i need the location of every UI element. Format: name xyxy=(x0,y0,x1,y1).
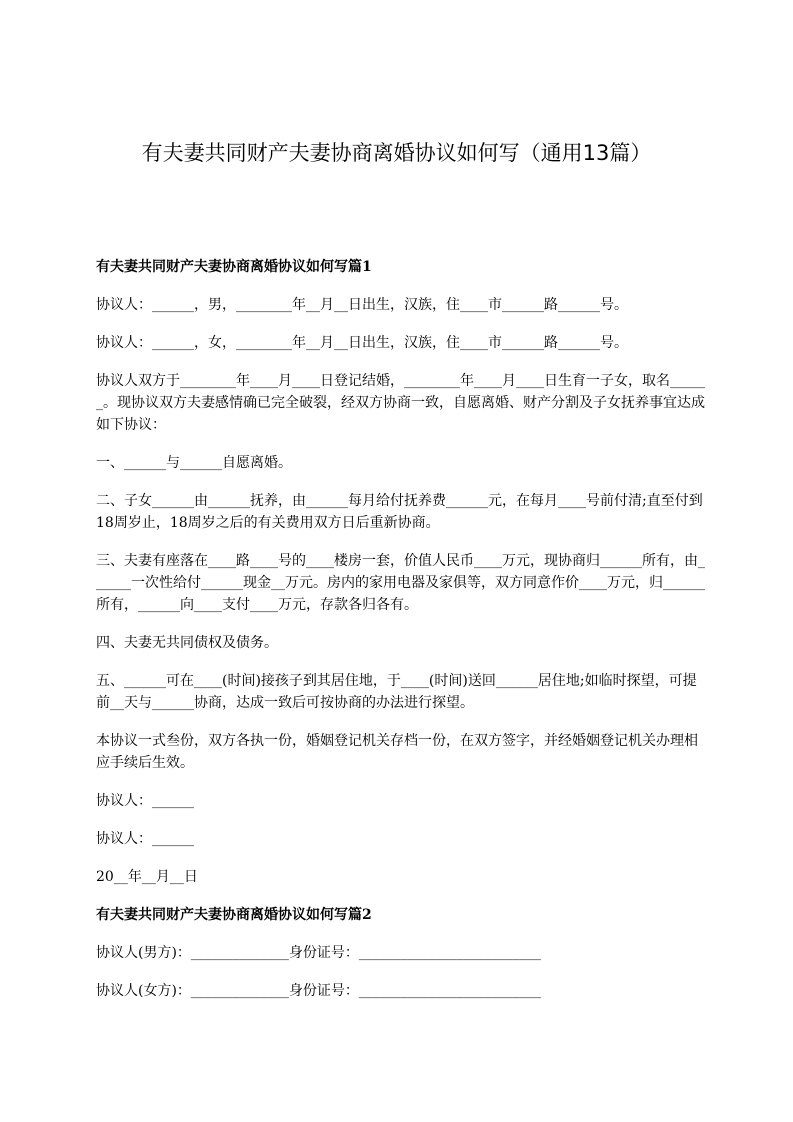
party-female-line: 协议人：______，女，________年__月__日出生，汉族，住____市______路______号。 xyxy=(96,335,628,351)
clause-2: 二、子女______由______抚养，由______每月给付抚养费______元，在每月____号前付清;直至付到18周岁止，18周岁之后的有关费用双方日后重新协商。 xyxy=(96,493,703,531)
clause-5: 五、______可在____(时间)接孩子到其居住地，于____(时间)送回______居住地;如临时探望，可提前__天与______协商，达成一致后可按协商的办法进行探望。 xyxy=(96,673,697,711)
clause-4: 四、夫妻无共同债权及债务。 xyxy=(96,635,278,651)
document-body xyxy=(96,256,708,1018)
date-line: 20__年__月__日 xyxy=(96,869,198,885)
effect-paragraph: 本协议一式叁份，双方各执一份，婚姻登记机关存档一份，在双方签字，并经婚姻登记机关办理相应手续后生效。 xyxy=(96,733,698,771)
party-female-id-line: 协议人(女方)：______________身份证号：__________________________ xyxy=(96,983,541,999)
clause-1: 一、______与______自愿离婚。 xyxy=(96,455,292,471)
section-1-heading: 有夫妻共同财产夫妻协商离婚协议如何写篇1 xyxy=(96,259,372,275)
marriage-info-paragraph: 协议人双方于________年____月____日登记结婚，________年____月____日生育一子女，取名______。现协议双方夫妻感情确已完全破裂，经双方协商一致，自愿离婚、财产分割及子女抚养事宜达成如下协议： xyxy=(96,373,705,433)
section-2-heading: 有夫妻共同财产夫妻协商离婚协议如何写篇2 xyxy=(96,907,372,923)
signature-line-1: 协议人：______ xyxy=(96,793,194,809)
signature-line-2: 协议人：______ xyxy=(96,831,194,847)
document-title: 有夫妻共同财产夫妻协商离婚协议如何写（通用13篇） xyxy=(141,141,652,165)
party-male-id-line: 协议人(男方)：______________身份证号：__________________________ xyxy=(96,945,541,961)
clause-3: 三、夫妻有座落在____路____号的____楼房一套，价值人民币____万元，现协商归______所有，由______一次性给付______现金__万元。房内的家用电器及家俱等，双方同意作价____万元，归______所有，______向____支付____万元，存款各归各有。 xyxy=(96,553,705,613)
party-male-line: 协议人：______，男，________年__月__日出生，汉族，住____市______路______号。 xyxy=(96,297,628,313)
